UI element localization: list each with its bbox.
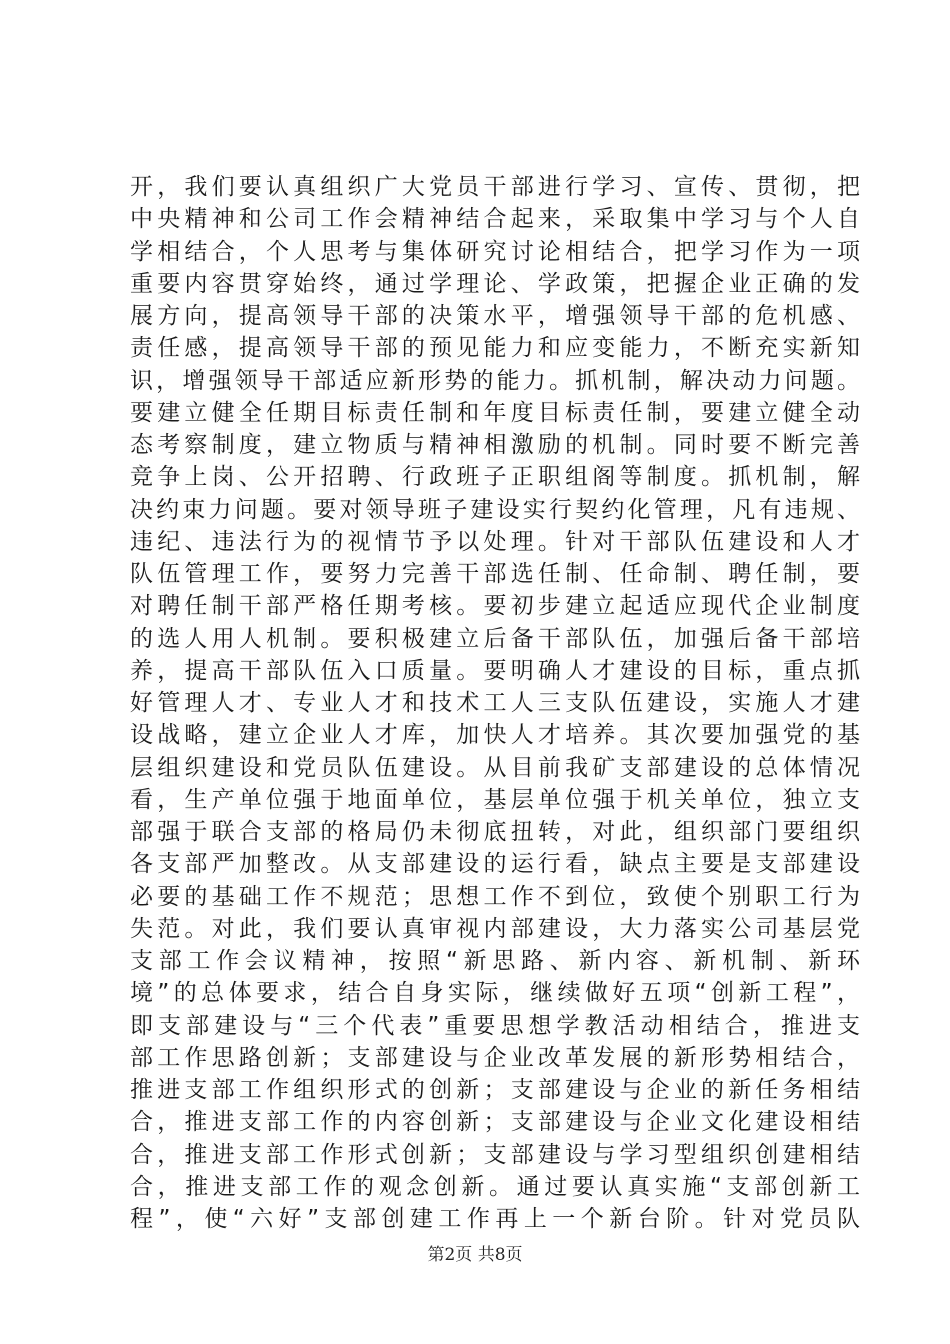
text-line: 展方向，提高领导干部的决策水平，增强领导干部的危机感、 [130,303,860,329]
text-line: 学相结合，个人思考与集体研究讨论相结合，把学习作为一项 [130,238,860,265]
text-line: 失范。对此，我们要认真审视内部建设，大力落实公司基层党 [130,915,860,942]
page-footer: 第2页 共8页 [427,1245,523,1265]
text-line: 支部工作会议精神，按照“新思路、新内容、新机制、新环 [130,948,860,974]
text-line: 开，我们要认真组织广大党员干部进行学习、宣传、贯彻，把 [130,174,860,200]
text-line: 推进支部工作组织形式的创新；支部建设与企业的新任务相结 [130,1077,860,1103]
text-line: 各支部严加整改。从支部建设的运行看，缺点主要是支部建设 [130,851,860,878]
text-line: 识，增强领导干部适应新形势的能力。抓机制，解决动力问题。 [130,367,860,394]
text-line: 部强于联合支部的格局仍未彻底扭转，对此，组织部门要组织 [130,819,860,845]
text-line: 对聘任制干部严格任期考核。要初步建立起适应现代企业制度 [130,593,860,620]
text-line: 即支部建设与“三个代表”重要思想学教活动相结合，推进支 [130,1012,860,1039]
text-line: 合，推进支部工作的内容创新；支部建设与企业文化建设相结 [130,1109,860,1136]
text-line: 重要内容贯穿始终，通过学理论、学政策，把握企业正确的发 [130,270,860,297]
text-line: 违纪、违法行为的视情节予以处理。针对干部队伍建设和人才 [130,528,860,555]
text-line: 必要的基础工作不规范；思想工作不到位，致使个别职工行为 [130,883,860,910]
text-line: 设战略，建立企业人才库，加快人才培养。其次要加强党的基 [130,722,860,749]
text-line: 层组织建设和党员队伍建设。从目前我矿支部建设的总体情况 [130,754,860,781]
text-line: 合，推进支部工作的观念创新。通过要认真实施“支部创新工 [130,1173,860,1200]
text-line: 要建立健全任期目标责任制和年度目标责任制，要建立健全动 [130,399,860,426]
text-line: 看，生产单位强于地面单位，基层单位强于机关单位，独立支 [130,786,860,813]
text-line: 决约束力问题。要对领导班子建设实行契约化管理，凡有违规、 [130,496,860,523]
text-line: 竞争上岗、公开招聘、行政班子正职组阁等制度。抓机制，解 [130,464,860,491]
text-line: 合，推进支部工作形式创新；支部建设与学习型组织创建相结 [130,1141,860,1168]
body-paragraph [130,171,860,1235]
text-line: 部工作思路创新；支部建设与企业改革发展的新形势相结合， [130,1044,860,1071]
text-line: 责任感，提高领导干部的预见能力和应变能力，不断充实新知 [130,335,860,362]
text-line: 养，提高干部队伍入口质量。要明确人才建设的目标，重点抓 [130,657,860,684]
text-line: 程”，使“六好”支部创建工作再上一个新台阶。针对党员队 [130,1206,860,1232]
text-line: 态考察制度，建立物质与精神相激励的机制。同时要不断完善 [130,432,860,458]
text-line: 境”的总体要求，结合自身实际，继续做好五项“创新工程”， [130,980,860,1007]
text-line: 队伍管理工作，要努力完善干部选任制、任命制、聘任制，要 [130,561,860,587]
text-line: 中央精神和公司工作会精神结合起来，采取集中学习与个人自 [130,206,860,233]
text-line: 好管理人才、专业人才和技术工人三支队伍建设，实施人才建 [130,690,860,716]
text-line: 的选人用人机制。要积极建立后备干部队伍，加强后备干部培 [130,625,860,652]
